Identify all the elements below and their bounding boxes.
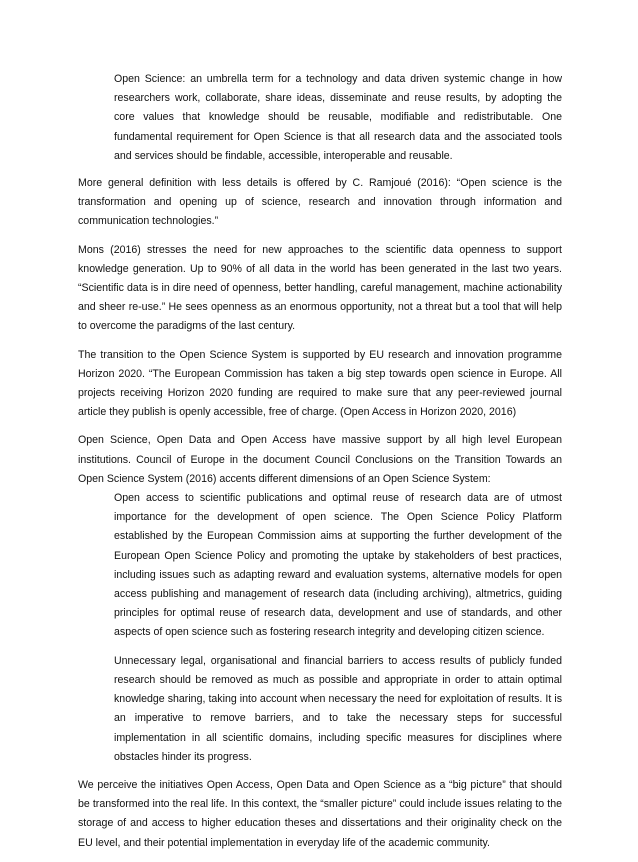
- open-science-definition-quote: Open Science: an umbrella term for a technology and data driven systemic change in how researchers work, collaborate, share ideas, disseminate and reuse results, by adopting the core values that knowledge should be reusable, modifiable and redistributable. One fundamental requirement for Open Science is that all research data and the associated tools and services should be findable, accessible, interoperable and reusable.: [114, 73, 562, 162]
- council-conclusions-paragraph: Open Science, Open Data and Open Access have massive support by all high level European institutions. Council of Europe in the document Council Conclusions on the Transition Towards an Open Science System (2016) accents different dimensions of an Open Science System:: [78, 434, 562, 485]
- barriers-quote-paragraph: Unnecessary legal, organisational and financial barriers to access results of publicly funded research should be removed as much as possible and appropriate in order to attain optimal knowledge sharing, taking into account when necessary the need for exploitation of results. It is an imperative to remove barriers, and to take the necessary steps for successful implementation in all scientific domains, including specific measures for disciplines where obstacles hinder its progress.: [114, 654, 562, 763]
- council-conclusions-quote: [78, 489, 562, 767]
- conclusion-paragraph: We perceive the initiatives Open Access, Open Data and Open Science as a “big picture” that should be transformed into the real life. In this context, the “smaller picture” could include issues relating to the storage of and access to higher education theses and dissertations and their originality check on the EU level, and their potential implementation in everyday life of the academic community.: [78, 778, 562, 849]
- document-page: [78, 70, 562, 862]
- mons-paragraph: Mons (2016) stresses the need for new approaches to the scientific data openness to support knowledge generation. Up to 90% of all data in the world has been generated in the last two years. “Scientific data is in dire need of openness, better handling, careful management, machine actionability and sheer re-use.” He sees openness as an enormous opportunity, not a threat but a tool that will help to overcome the paradigms of the last century.: [78, 243, 562, 333]
- open-access-quote-paragraph: Open access to scientific publications and optimal reuse of research data are of utmost importance for the development of open science. The Open Science Policy Platform established by the European Commission aims at supporting the further development of the European Open Science Policy and promoting the uptake by stakeholders of best practices, including issues such as adapting reward and evaluation systems, alternative models for open access publishing and management of research data (including archiving), altmetrics, guiding principles for optimal reuse of research data, development and use of standards, and other aspects of open science such as fostering research integrity and developing citizen science.: [114, 492, 562, 639]
- ramjoue-definition-paragraph: More general definition with less details is offered by C. Ramjoué (2016): “Open science is the transformation and opening up of science, research and innovation through information and communication technologies.”: [78, 177, 562, 228]
- horizon-2020-paragraph: The transition to the Open Science System is supported by EU research and innovation programme Horizon 2020. “The European Commission has taken a big step towards open science in Europe. All projects receiving Horizon 2020 funding are required to make sure that any peer-reviewed journal article they publish is openly accessible, free of charge. (Open Access in Horizon 2020, 2016): [78, 348, 562, 419]
